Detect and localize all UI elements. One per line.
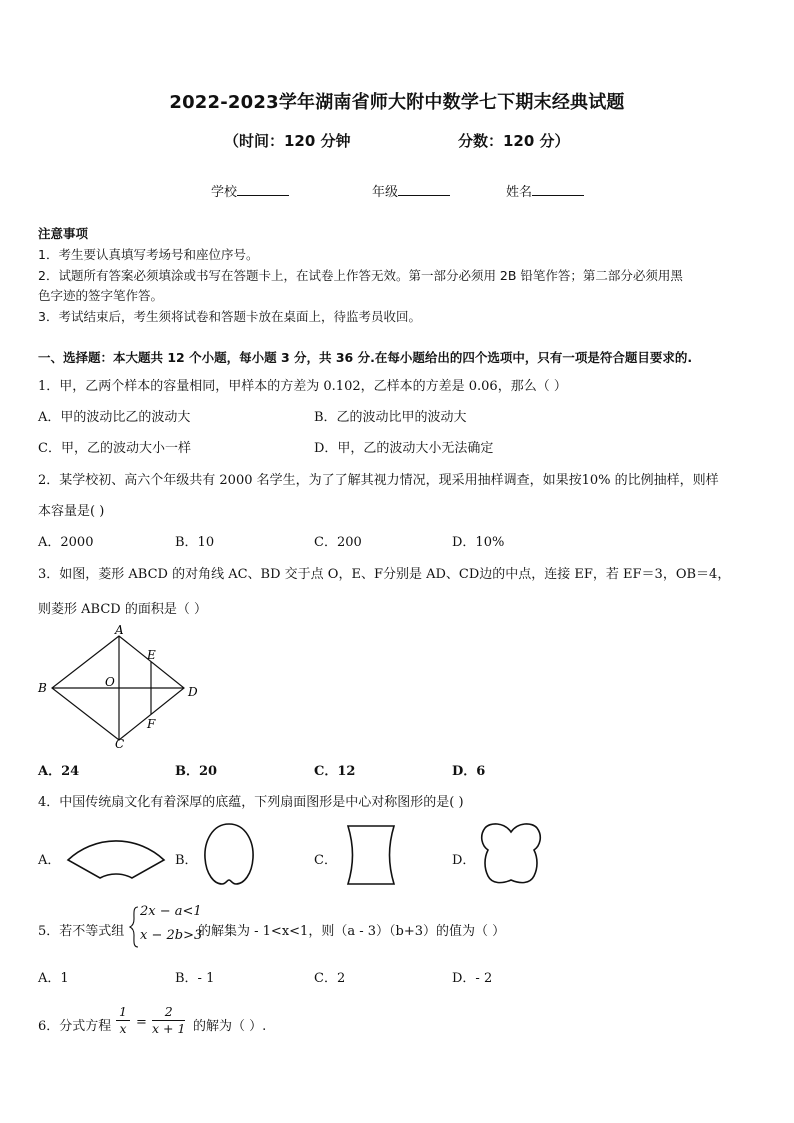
fraction-1-numerator: 1: [116, 1004, 130, 1021]
page-title: 2022-2023学年湖南省师大附中数学七下期末经典试题: [169, 92, 625, 113]
q3-option-b: B．20: [175, 764, 218, 779]
fraction-1: [116, 1004, 130, 1037]
question-1-stem: 1．甲，乙两个样本的容量相同，甲样本的方差为 0.102，乙样本的方差是 0.06，那么（ ）: [38, 379, 567, 394]
section-heading: 一、选择题：本大题共 12 个小题，每小题 3 分，共 36 分.在每小题给出的四个选项中，只有一项是符合题目要求的.: [38, 350, 693, 365]
question-2-stem-line1: 2．某学校初、高六个年级共有 2000 名学生，为了了解其视力情况，现采用抽样调查，如果按10% 的比例抽样，则样: [38, 473, 719, 488]
notice-item: 1．考生要认真填写考场号和座位序号。: [38, 247, 259, 262]
question-3-stem-line1: 3．如图，菱形 ABCD 的对角线 AC、BD 交于点 O，E、F分别是 AD、CD边的中点，连接 EF，若 EF＝3，OB＝4，: [38, 567, 731, 582]
question-5-prefix: 5．若不等式组: [38, 924, 125, 939]
question-6-prefix: 6．分式方程: [38, 1019, 112, 1034]
school-label: 学校: [211, 185, 238, 200]
fraction-2: [152, 1004, 185, 1037]
label-o: O: [105, 675, 115, 689]
q1-option-b: B．乙的波动比甲的波动大: [314, 410, 467, 425]
q1-option-c: C．甲，乙的波动大小一样: [38, 441, 191, 456]
system-brace: [128, 905, 140, 949]
name-label: 姓名: [506, 185, 533, 200]
question-6-suffix: 的解为（ ）.: [193, 1019, 267, 1034]
notice-item: 2．试题所有答案必须填涂或书写在答题卡上，在试卷上作答无效。第一部分必须用 2B 铅笔作答；第二部分必须用黑: [38, 268, 683, 283]
question-4-stem: 4．中国传统扇文化有着深厚的底蕴，下列扇面图形是中心对称图形的是( ): [38, 795, 464, 810]
q2-option-c: C．200: [314, 535, 362, 550]
notice-item: 3．考试结束后，考生须将试卷和答题卡放在桌面上，待监考员收回。: [38, 309, 421, 324]
name-blank: [532, 183, 584, 196]
label-d: D: [188, 685, 198, 699]
label-c: C: [115, 737, 125, 751]
fraction-1-denominator: x: [119, 1021, 127, 1036]
inequality-1: 2x − a<1: [140, 904, 202, 919]
fraction-2-numerator: 2: [152, 1004, 185, 1021]
school-field: [211, 181, 289, 200]
q3-option-c: C．12: [314, 764, 356, 779]
question-2-stem-line2: 本容量是( ): [38, 504, 105, 519]
label-a: A: [115, 623, 124, 637]
notice-heading: 注意事项: [38, 226, 89, 241]
label-b: B: [38, 681, 47, 695]
q4-option-c: C．: [314, 853, 337, 868]
question-3-stem-line2: 则菱形 ABCD 的面积是（ ）: [38, 602, 207, 617]
notice-item: 色字迹的签字笔作答。: [38, 288, 164, 303]
fan-shape-a: [64, 826, 168, 888]
q1-option-d: D．甲，乙的波动大小无法确定: [314, 441, 494, 456]
q5-option-c: C．2: [314, 971, 346, 986]
time-label: （时间：120 分钟: [224, 132, 351, 150]
q1-option-a: A．甲的波动比乙的波动大: [38, 410, 191, 425]
grade-label: 年级: [372, 185, 399, 200]
fan-shape-d: [476, 820, 546, 888]
q3-option-a: A．24: [38, 764, 80, 779]
q4-option-d: D．: [452, 853, 476, 868]
fraction-2-denominator: x + 1: [152, 1021, 186, 1036]
question-5-suffix: 的解集为 - 1<x<1，则（a - 3）（b+3）的值为（ ）: [198, 924, 506, 939]
q3-option-d: D．6: [452, 764, 486, 779]
label-e: E: [147, 648, 156, 662]
score-label: 分数：120 分）: [458, 132, 570, 150]
q4-option-b: B．: [175, 853, 198, 868]
q5-option-b: B．- 1: [175, 971, 215, 986]
grade-blank: [398, 183, 450, 196]
fan-shape-c: [336, 822, 406, 888]
q2-option-b: B．10: [175, 535, 215, 550]
equals-sign: =: [136, 1015, 147, 1030]
rhombus-figure: [34, 622, 214, 752]
label-f: F: [147, 717, 156, 731]
q2-option-a: A．2000: [38, 535, 94, 550]
fan-shape-b: [200, 820, 258, 888]
q4-option-a: A．: [38, 853, 61, 868]
inequality-2: x − 2b>3: [140, 928, 203, 943]
q5-option-a: A．1: [38, 971, 69, 986]
q2-option-d: D．10%: [452, 535, 505, 550]
grade-field: [372, 181, 450, 200]
school-blank: [237, 183, 289, 196]
name-field: [506, 181, 584, 200]
q5-option-d: D．- 2: [452, 971, 493, 986]
